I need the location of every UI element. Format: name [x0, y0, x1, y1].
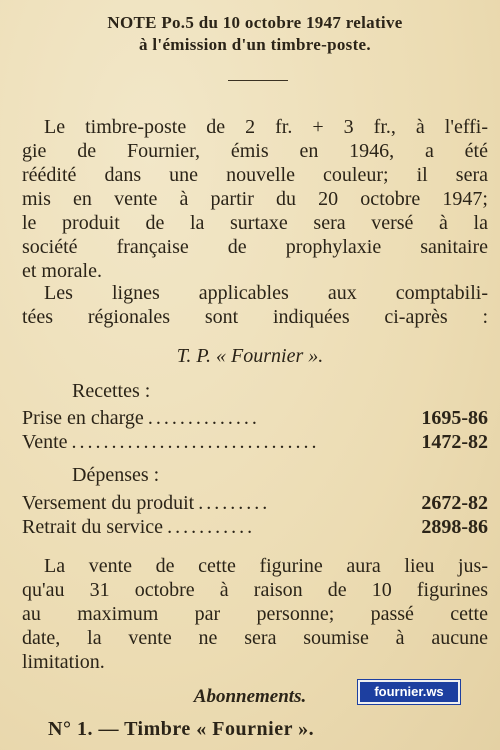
- watermark-logo: fournier.ws: [358, 680, 460, 704]
- ledger-label: Prise en charge: [22, 407, 144, 429]
- ledger-dots: .........: [198, 492, 271, 514]
- ledger-label: Vente: [22, 431, 68, 453]
- ledger-label: Versement du produit: [22, 492, 195, 514]
- text-line: le produit de la surtaxe sera versé à la: [22, 212, 488, 234]
- ledger-amount: 2672-82: [421, 492, 488, 514]
- text-line: Les lignes applicables aux comptabili-: [44, 282, 488, 304]
- ledger-amount: 1472-82: [421, 431, 488, 453]
- text-line: La vente de cette figurine aura lieu jus-: [44, 555, 488, 577]
- text-line: tées régionales sont indiquées ci-après :: [22, 306, 488, 328]
- ledger-row: [22, 430, 488, 454]
- text-line: gie de Fournier, émis en 1946, a été: [22, 140, 488, 162]
- ledger-dots: ...........: [167, 516, 256, 538]
- text-line: limitation.: [22, 651, 105, 673]
- ledger-dots: ..............: [147, 407, 260, 429]
- note-title: [20, 12, 490, 56]
- ledger-row: [22, 491, 488, 515]
- ledger-amount: 1695-86: [421, 407, 488, 429]
- item-number-line: N° 1. — Timbre « Fournier ».: [48, 718, 315, 740]
- ledger-row: [22, 406, 488, 430]
- abonnements-heading: Abonnements.: [193, 686, 307, 707]
- paragraph-emission: [22, 115, 488, 283]
- text-line: société française de prophylaxie sanitaire: [22, 236, 488, 258]
- text-line: mis en vente à partir du 20 octobre 1947;: [22, 188, 488, 210]
- ledger-amount: 2898-86: [421, 516, 488, 538]
- depenses-label: Dépenses :: [72, 464, 160, 486]
- paragraph-vente: [22, 554, 488, 674]
- text-line: qu'au 31 octobre à raison de 10 figurines: [22, 579, 488, 601]
- title-line-2: à l'émission d'un timbre-poste.: [139, 35, 371, 54]
- text-line: Le timbre-poste de 2 fr. + 3 fr., à l'effi-: [44, 116, 488, 138]
- ledger-label: Retrait du service: [22, 516, 164, 538]
- title-line-1: NOTE Po.5 du 10 octobre 1947 relative: [107, 13, 403, 32]
- text-line: au maximum par personne; passé cette: [22, 603, 488, 625]
- text-line: et morale.: [22, 260, 102, 282]
- separator-rule: [228, 80, 288, 81]
- section-subtitle: T. P. « Fournier ».: [176, 345, 324, 367]
- ledger-row: [22, 515, 488, 539]
- text-line: date, la vente ne sera soumise à aucune: [22, 627, 488, 649]
- paragraph-comptabilites: [22, 281, 488, 329]
- ledger-dots: ...............................: [71, 431, 320, 453]
- text-line: réédité dans une nouvelle couleur; il sera: [22, 164, 488, 186]
- recettes-label: Recettes :: [72, 380, 151, 402]
